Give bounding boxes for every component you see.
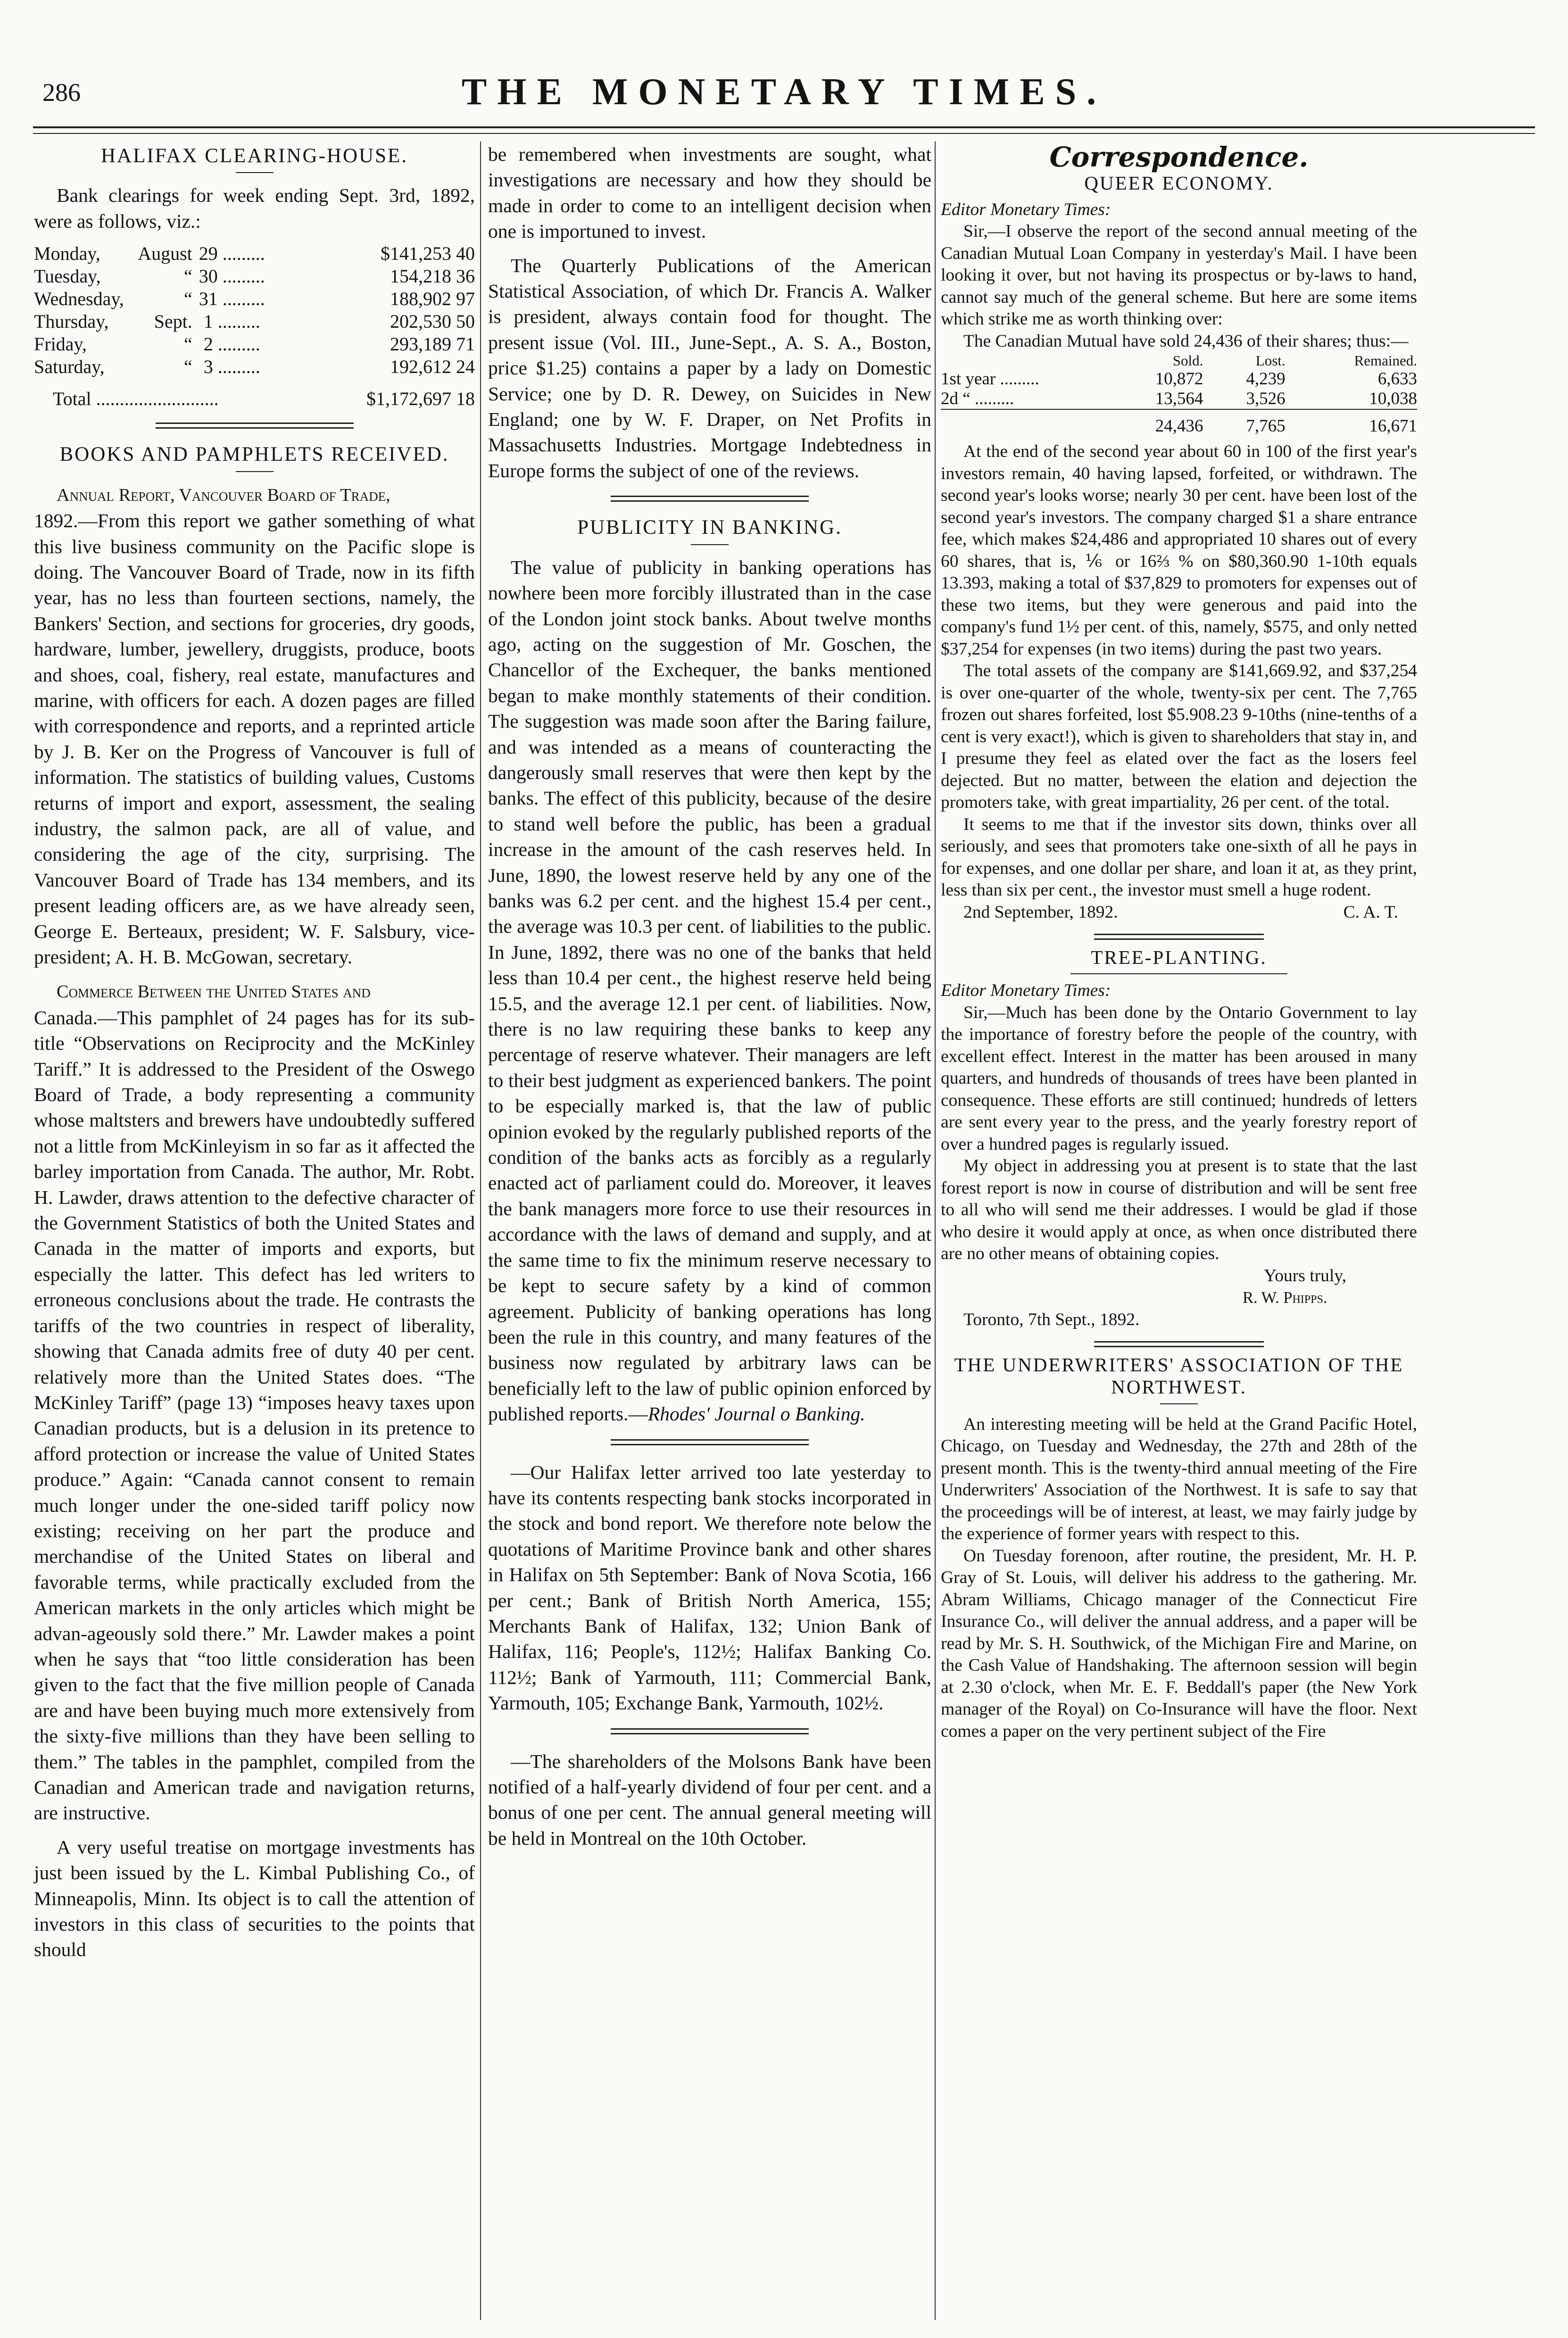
shares-table <box>941 352 1417 436</box>
short-rule <box>691 544 729 545</box>
shares-row <box>941 369 1417 389</box>
queer-economy-p3: At the end of the second year about 60 in 100 of the first year's investors remain, 40 having lapsed, forfeited, or withdrawn. The second year's looks worse; nearly 30 per cent. have been lost of the second year's investors. The company charged $1 a share entrance fee, which makes $24,486 and appropriated 10 shares out of every 60 shares, that is, ⅙ or 16⅔ % on $80,360.90 1-10th equals 13.393, making a total of $37,829 to promoters for expenses out of these two items, but they were generous and paid into the company's fund 1½ per cent. of this, namely, $575, and only netted $37,254 for expenses (in two items) during the past two years. <box>941 442 1417 659</box>
queer-economy-heading: QUEER ECONOMY. <box>1084 172 1274 194</box>
underwriters-heading: THE UNDERWRITERS' ASSOCIATION OF THE NORTHWEST. <box>954 1354 1404 1398</box>
clearings-amount: $141,253 40 <box>381 243 475 265</box>
shares-label: 2d “ ......... <box>941 389 1014 409</box>
clearings-day: Saturday, <box>34 356 105 378</box>
masthead-rule-thin <box>33 133 1535 134</box>
clearings-month: August <box>138 243 192 265</box>
closing: Yours truly, <box>1263 1266 1346 1285</box>
rule <box>1070 973 1287 974</box>
clearings-row <box>34 265 475 288</box>
total-lost: 7,765 <box>1203 409 1285 436</box>
shares-sold: 13,564 <box>1155 389 1203 409</box>
clearings-day: Monday, <box>34 243 100 265</box>
halifax-intro: Bank clearings for week ending Sept. 3rd, 1892, were as follows, viz.: <box>34 184 475 232</box>
publicity-paragraph: The value of publicity in banking operations has nowhere been more forcibly illustrated than in the case of the London joint stock banks. About twelve months ago, acting on the suggestion of Mr. Goschen, the Chancellor of the Exchequer, the banks mentioned began to make monthly statements of their condition. The suggestion was made soon after the Baring failure, and was intended as a means of counteracting the dangerously small reserves that were then kept by the banks. The effect of this publicity, because of the desire to stand well before the public, has been a gradual increase in the amount of the cash reserves held. In June, 1890, the lowest reserve held by any one of the banks was 6.2 per cent. and the highest 15.4 per cent., the average was 10.3 per cent. of liabilities to the public. In June, 1892, there was no one of the banks that held less than 10.4 per cent., the highest reserve held being 15.5, and the average 12.1 per cent. of liabilities. Now, there is no law requiring these banks to keep any percentage of reserve whatever. Their managers are left to their best judgment as experienced bankers. The point to be especially marked is, that the law of public opinion evoked by the regularly published reports of the condition of the banks acts as forcibly as a regularly enacted act of parliament could do. Moreover, it leaves the bank managers more force to use their resources in accordance with the laws of demand and supply, and at the same time to fix the minimum reserve necessary to be kept to secure safety by a kind of common agreement. Publicity of banking operations has long been the rule in this country, and many features of the business now regulated by arbitrary laws can be beneficially left to the law of public opinion enforced by published reports.—Rhodes' Journal o Banking. <box>488 556 931 1425</box>
shares-lost: 4,239 <box>1246 369 1286 389</box>
clearings-date: 29 ......... <box>199 243 265 265</box>
clearings-month: “ <box>184 333 192 355</box>
books-heading: BOOKS AND PAMPHLETS RECEIVED. <box>59 443 449 466</box>
letter-date: Toronto, 7th Sept., 1892. <box>963 1310 1140 1329</box>
shares-remained: 10,038 <box>1369 389 1417 409</box>
vancouver-report-paragraph: Annual Report, Vancouver Board of Trade, 1892.—From this report we gather something of what this live business community on the Pacific slope is doing. The Vancouver Board of Trade, now in its fifth year, has no less than fourteen sections, namely, the Bankers' Section, and sections for groceries, dry goods, hardware, lumber, jewellery, druggists, produce, boots and shoes, coal, fishery, real estate, manufactures and marine, with officers for each. A dozen pages are filled with correspondence and reports, and a reprinted article by J. B. Ker on the Progress of Vancouver is full of information. The statistics of building values, Customs returns of import and export, assessment, the sealing industry, the salmon pack, are all of value, and considering the age of the city, surprising. The Vancouver Board of Trade has 134 members, and its present leading officers are, as we have already seen, George E. Berteaux, president; W. F. Salsbury, vice-president; A. H. B. McGowan, secretary. <box>34 485 475 968</box>
molsons-bank-paragraph: —The shareholders of the Molsons Bank have been notified of a half-yearly dividend of four per cent. and a bonus of one per cent. The annual general meeting will be held in Montreal on the 10th October. <box>488 1750 931 1849</box>
publicity-source: Rhodes' Journal o Banking. <box>647 1403 865 1425</box>
shares-table-header <box>941 352 1417 369</box>
short-rule <box>236 172 274 173</box>
vancouver-report-lead: Annual Report, Vancouver Board of Trade, <box>57 485 390 505</box>
short-rule <box>1160 1403 1198 1404</box>
column-divider <box>480 141 481 2320</box>
shares-label: 1st year ......... <box>941 369 1039 389</box>
clearings-amount: 293,189 71 <box>390 333 475 355</box>
col-header-lost: Lost. <box>1255 352 1286 369</box>
commerce-pamphlet-paragraph: Commerce Between the United States and Canada.—This pamphlet of 24 pages has for its sub-title “Observations on Reciprocity and the McKinley Tariff.” It is addressed to the President of the Oswego Board of Trade, a body representing a community whose maltsters and brewers have undoubtedly suffered not a little from McKinleyism in so far as it affected the barley importation from Canada. The author, Mr. Robt. H. Lawder, draws attention to the defective character of the Government Statistics of both the United States and Canada in the matter of imports and exports, but especially the latter. This defect has led writers to erroneous conclusions about the trade. He contrasts the tariffs of the two countries in respect of liberality, showing that Canada admits free of duty 40 per cent. relatively more than the United States does. “The McKinley Tariff” (page 13) “imposes heavy taxes upon Canadian products, but is a delusion in its pretence to afford protection or increase the value of United States produce.” Again: “Canada cannot consent to remain much longer under the one-sided tariff policy now existing; receiving on her part the produce and merchandise of the United States on liberal and favorable terms, while practically excluded from the American markets in the only articles which might be advan-ageously sold there.” Mr. Lawder makes a point when he says that “too little consideration has been given to the fact that the five million people of Canada are and have been buying much more extensively from the sixty-five millions than they have been selling to them.” The tables in the pamphlet, compiled from the Canadian and American trade and navigation returns, are instructive. <box>34 982 475 1824</box>
clearings-day: Wednesday, <box>34 288 124 310</box>
section-double-rule <box>1094 934 1264 940</box>
editor-salutation: Editor Monetary Times: <box>941 199 1111 219</box>
clearings-total-row: Total .......................... $1,172,697 18 <box>34 378 475 410</box>
shares-lost: 3,526 <box>1246 389 1286 409</box>
signature: R. W. Phipps. <box>1243 1289 1327 1307</box>
clearings-row <box>34 356 475 378</box>
mortgage-treatise-paragraph: A very useful treatise on mortgage investments has just been issued by the L. Kimbal Publishing Co., of Minneapolis, Minn. Its object is to call the attention of investors in this class of securities to the points that should <box>34 1836 475 1961</box>
masthead <box>0 71 1568 123</box>
underwriters-p2: On Tuesday forenoon, after routine, the president, Mr. H. P. Gray of St. Louis, will deliver his address to the gathering. Mr. Abram Williams, Chicago manager of the Connecticut Fire Insurance Co., will deliver the annual address, and a paper will be read by Mr. S. H. Southwick, of the Michigan Fire and Marine, on the Cash Value of Handshaking. The afternoon session will begin at 2.30 o'clock, when Mr. E. F. Beddall's paper (the New York manager of the Royal) on Co-Insurance will have the floor. Next comes a paper on the very pertinent subject of the Fire <box>941 1546 1417 1741</box>
section-double-rule <box>1094 1341 1264 1347</box>
clearings-row <box>34 288 475 310</box>
shares-row <box>941 389 1417 409</box>
clearings-date: 3 ......... <box>199 356 260 378</box>
tree-planting-p1: Sir,—Much has been done by the Ontario Government to lay the importance of forestry before the people of the country, with excellent effect. Interest in the matter has been aroused in many quarters, and hundreds of thousands of trees have been planted in consequence. These efforts are still continued; hundreds of letters are sent every year to the press, and the yearly forestry report of over a hundred pages is regularly issued. <box>941 1003 1417 1154</box>
mortgage-continued-paragraph: be remembered when investments are sought, what investigations are necessary and how they should be made in order to come to an intelligent decision when one is importuned to invest. <box>488 143 931 242</box>
column-2 <box>488 141 931 1851</box>
clearings-table <box>34 242 475 410</box>
queer-economy-p2: The Canadian Mutual have sold 24,436 of their shares; thus:— <box>963 331 1409 351</box>
total-remained: 16,671 <box>1286 409 1417 436</box>
total-amount: $1,172,697 18 <box>366 388 475 410</box>
section-double-rule <box>611 1728 809 1734</box>
shares-total-row <box>941 409 1417 436</box>
section-double-rule <box>156 423 354 429</box>
clearings-row <box>34 310 475 333</box>
underwriters-p1: An interesting meeting will be held at the Grand Pacific Hotel, Chicago, on Tuesday and Wednesday, the 27th and 28th of the present month. This is the twenty-third annual meeting of the Fire Underwriters' Association of the Northwest. It is safe to say that the proceedings will be of interest, at least, we may fairly judge by the experience of former years with respect to this. <box>941 1414 1417 1544</box>
queer-economy-p1: Sir,—I observe the report of the second annual meeting of the Canadian Mutual Loan Company in yesterday's Mail. I have been looking it over, but not having its prospectus or by-laws to hand, cannot say much of the general scheme. But here are some items which strike me as worth thinking over: <box>941 222 1417 329</box>
clearings-amount: 188,902 97 <box>390 288 475 310</box>
column-3 <box>941 141 1417 1742</box>
clearings-amount: 202,530 50 <box>390 311 475 332</box>
clearings-date: 1 ......... <box>199 311 260 332</box>
col-header-remained: Remained. <box>1354 352 1417 369</box>
queer-economy-p4: The total assets of the company are $141,669.92, and $37,254 is over one-quarter of the whole, twenty-six per cent. The 7,765 frozen out shares forfeited, lost $5.908.23 9-10ths (nine-tenths of a cent is very exact!), which is given to shareholders that stay in, and I presume they feel as elated over the fact as the losers feel dejected. But no matter, between the elation and dejection the promoters take, with great impartiality, 26 per cent. of the total. <box>941 661 1417 812</box>
masthead-rule <box>33 126 1535 128</box>
halifax-clearing-heading: HALIFAX CLEARING-HOUSE. <box>100 145 408 167</box>
letter-signature: C. A. T. <box>1343 902 1398 922</box>
clearings-amount: 154,218 36 <box>390 265 475 287</box>
publicity-heading: PUBLICITY IN BANKING. <box>577 516 842 539</box>
quarterly-publications-paragraph: The Quarterly Publications of the American Statistical Association, of which Dr. Francis A. Walker is president, always contain food for thought. The present issue (Vol. III., June-Sept., A. S. A., Boston, price $1.25) contains a paper by a lady on Domestic Service; one by D. R. Dewey, on Suicides in New England; one by W. F. Draper, on Net Profits in Massachusetts Industries. Mortgage Indebtedness in Europe forms the subject of one of the reviews. <box>488 254 931 481</box>
tree-planting-p2: My object in addressing you at present is to state that the last forest report is now in course of distribution and will be sent free to all who will send me their addresses. I would be glad if those who desire it would apply at once, as when once distributed there are no other means of obtaining copies. <box>941 1156 1417 1264</box>
queer-economy-p5: It seems to me that if the investor sits down, thinks over all seriously, and sees that promoters take one-sixth of all he pays in for expenses, and one dollar per share, and loan it at, as they print, less than six per cent., the investor must smell a huge rodent. <box>941 814 1417 900</box>
clearings-month: “ <box>184 288 192 310</box>
shares-sold: 10,872 <box>1155 369 1203 389</box>
total-sold: 24,436 <box>1103 409 1203 436</box>
clearings-row <box>34 333 475 356</box>
commerce-lead: Commerce Between the United States and <box>57 982 371 1002</box>
halifax-letter-paragraph: —Our Halifax letter arrived too late yesterday to have its contents respecting bank stocks incorporated in the stock and bond report. We therefore note below the quotations of Maritime Province bank and other shares in Halifax on 5th September: Bank of Nova Scotia, 166 per cent.; Bank of British North America, 155; Merchants Bank of Halifax, 132; Union Bank of Halifax, 116; People's, 112½; Halifax Banking Co. 112½; Bank of Yarmouth, 111; Commercial Bank, Yarmouth, 105; Exchange Bank, Yarmouth, 102½. <box>488 1461 931 1714</box>
section-double-rule <box>611 496 809 502</box>
clearings-day: Thursday, <box>34 311 109 332</box>
clearings-date: 30 ......... <box>199 265 265 287</box>
clearings-month: “ <box>184 356 192 378</box>
section-double-rule <box>611 1439 809 1445</box>
editor-salutation: Editor Monetary Times: <box>941 981 1111 1001</box>
correspondence-heading: Correspondence. <box>1049 141 1309 173</box>
total-label: Total <box>53 388 91 410</box>
clearings-date: 31 ......... <box>199 288 265 310</box>
col-header-sold: Sold. <box>1172 352 1203 369</box>
letter-date: 2nd September, 1892. <box>963 902 1118 922</box>
tree-planting-heading: TREE-PLANTING. <box>1091 946 1267 969</box>
clearings-month: Sept. <box>154 311 192 332</box>
clearings-amount: 192,612 24 <box>390 356 475 378</box>
page-number: 286 <box>42 78 81 107</box>
shares-remained: 6,633 <box>1377 369 1417 389</box>
publication-title: THE MONETARY TIMES. <box>461 71 1107 113</box>
clearings-day: Tuesday, <box>34 265 101 287</box>
clearings-day: Friday, <box>34 333 87 355</box>
clearings-month: “ <box>184 265 192 287</box>
column-divider <box>935 141 936 2320</box>
column-1 <box>34 141 475 1963</box>
short-rule <box>236 471 274 472</box>
clearings-row <box>34 242 475 265</box>
clearings-date: 2 ......... <box>199 333 260 355</box>
letter-signoff <box>941 902 1417 924</box>
